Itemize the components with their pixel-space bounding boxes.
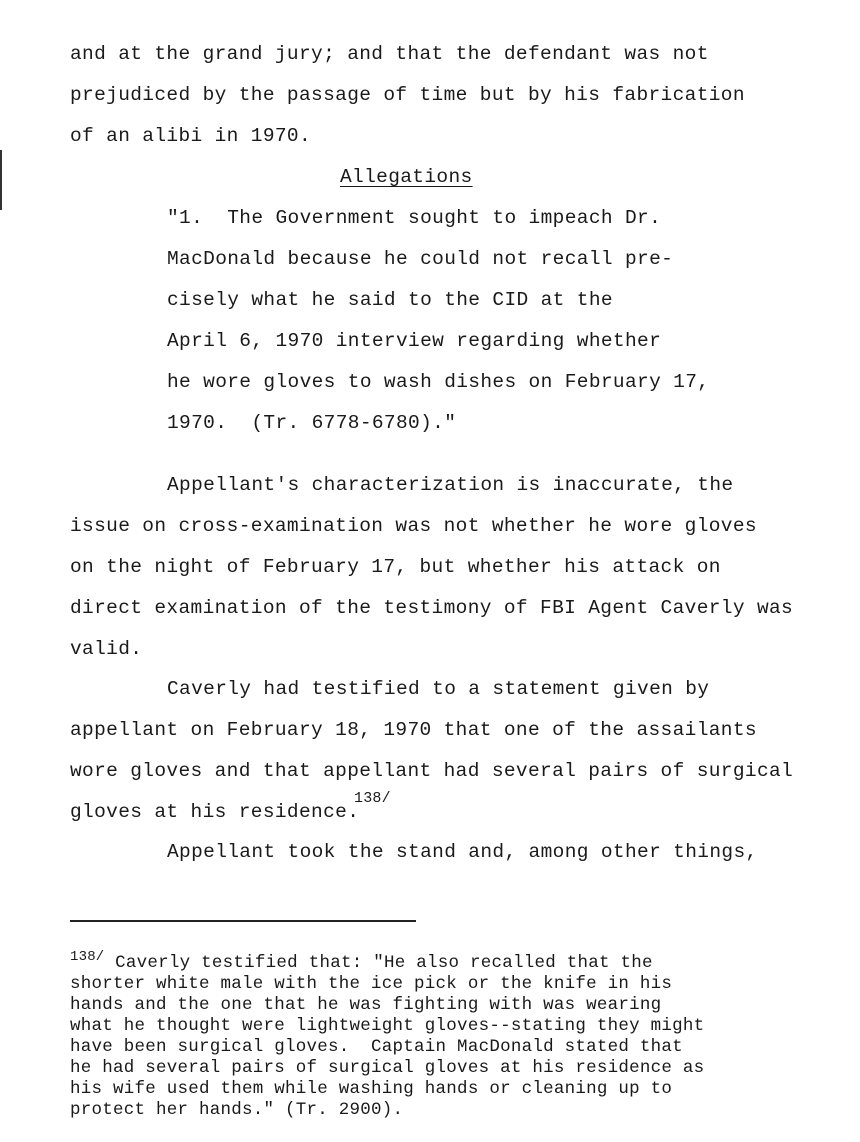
footnote-line: his wife used them while washing hands or cleaning up to bbox=[70, 1079, 673, 1099]
footnote-line: he had several pairs of surgical gloves at his residence as bbox=[70, 1058, 705, 1078]
left-margin-mark bbox=[0, 150, 2, 210]
paragraph-line: direct examination of the testimony of FBI Agent Caverly was bbox=[70, 597, 794, 619]
footnote-line: hands and the one that he was fighting with was wearing bbox=[70, 995, 662, 1015]
paragraph-line: valid. bbox=[70, 638, 143, 660]
footnote-line: what he thought were lightweight gloves--stating they might bbox=[70, 1016, 705, 1036]
quote-line: MacDonald because he could not recall pre- bbox=[167, 248, 674, 270]
paragraph-line: wore gloves and that appellant had several pairs of surgical bbox=[70, 760, 794, 782]
footnote-line: shorter white male with the ice pick or the knife in his bbox=[70, 974, 673, 994]
quote-line: 1970. (Tr. 6778-6780)." bbox=[167, 412, 457, 434]
body-line: and at the grand jury; and that the defendant was not bbox=[70, 43, 709, 65]
paragraph-line: issue on cross-examination was not whether he wore gloves bbox=[70, 515, 757, 537]
quote-line: cisely what he said to the CID at the bbox=[167, 289, 613, 311]
paragraph-line: gloves at his residence. bbox=[70, 801, 360, 823]
body-line: of an alibi in 1970. bbox=[70, 125, 312, 147]
footnote-reference: 138/ bbox=[354, 790, 391, 807]
paragraph-line: Appellant's characterization is inaccurate, the bbox=[167, 474, 734, 496]
quote-line: "1. The Government sought to impeach Dr. bbox=[167, 207, 662, 229]
footnote-marker: 138/ bbox=[70, 949, 105, 965]
paragraph-line: appellant on February 18, 1970 that one of the assailants bbox=[70, 719, 757, 741]
paragraph-line: Appellant took the stand and, among other things, bbox=[167, 841, 758, 863]
footnote-divider bbox=[70, 920, 416, 922]
quote-line: April 6, 1970 interview regarding whether bbox=[167, 330, 662, 352]
footnote-text: Caverly testified that: "He also recalled that the bbox=[104, 953, 653, 973]
footnote-line: protect her hands." (Tr. 2900). bbox=[70, 1100, 404, 1120]
paragraph-line: on the night of February 17, but whether his attack on bbox=[70, 556, 721, 578]
footnote-line: have been surgical gloves. Captain MacDonald stated that bbox=[70, 1037, 683, 1057]
quote-line: he wore gloves to wash dishes on February 17, bbox=[167, 371, 710, 393]
section-heading: Allegations bbox=[340, 166, 473, 188]
paragraph-line: Caverly had testified to a statement given by bbox=[167, 678, 710, 700]
body-line: prejudiced by the passage of time but by his fabrication bbox=[70, 84, 745, 106]
footnote-line bbox=[70, 949, 653, 973]
